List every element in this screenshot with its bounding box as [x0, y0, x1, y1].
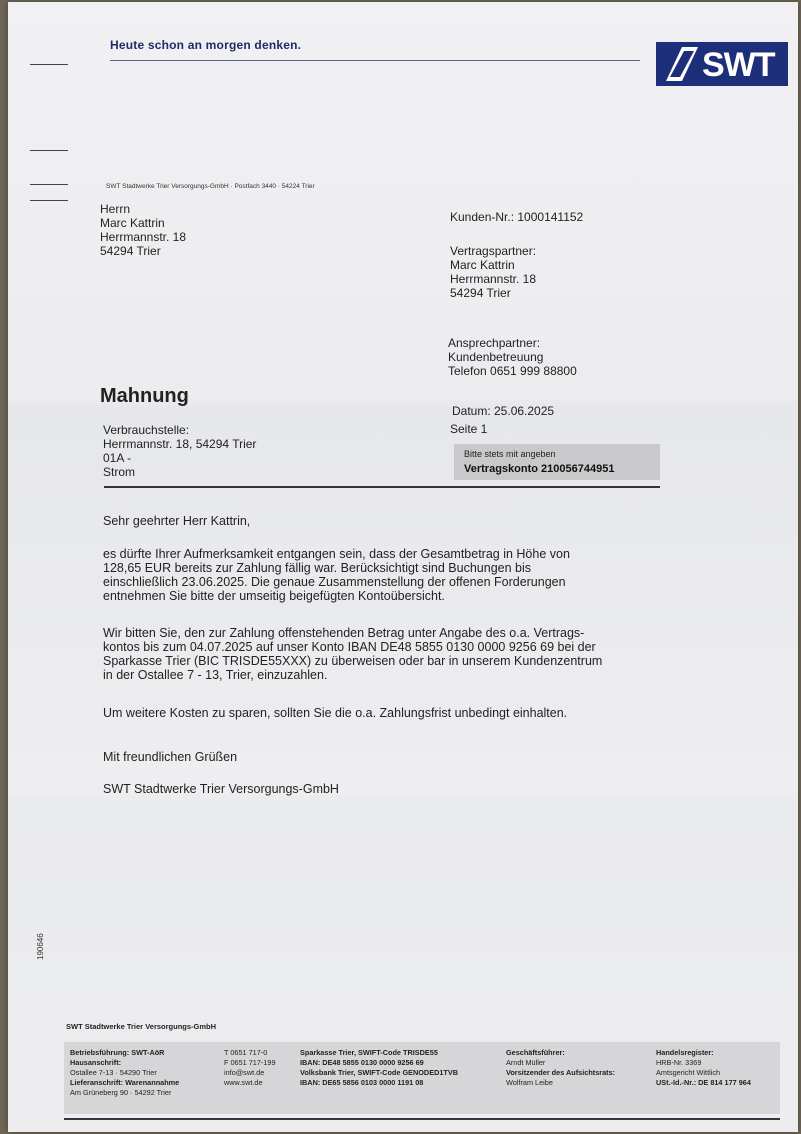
partner-city: 54294 Trier	[450, 286, 511, 300]
contact-block	[448, 336, 577, 378]
footer-col-management	[70, 1048, 179, 1098]
partner-street: Herrmannstr. 18	[450, 272, 537, 286]
side-reference-number: 190646	[36, 933, 45, 960]
footer-col-directors	[506, 1048, 615, 1088]
footer-line: Sparkasse Trier, SWIFT-Code TRISDE55	[300, 1048, 438, 1057]
footer-line: Geschäftsführer:	[506, 1048, 565, 1057]
footer-line: HRB-Nr. 3369	[656, 1058, 702, 1067]
footer-col-contact	[224, 1048, 276, 1088]
recipient-street: Herrmannstr. 18	[100, 230, 187, 244]
footer-line: Volksbank Trier, SWIFT-Code GENODED1TVB	[300, 1068, 458, 1077]
contract-partner	[450, 244, 536, 300]
swt-logo	[656, 42, 788, 86]
paragraph-line: entnehmen Sie bitte der umseitig beigefügten Kontoübersicht.	[103, 589, 445, 603]
recipient-address	[100, 202, 186, 258]
signature: SWT Stadtwerke Trier Versorgungs-GmbH	[103, 782, 339, 796]
customer-number: Kunden-Nr.: 1000141152	[450, 210, 584, 224]
footer-company: SWT Stadtwerke Trier Versorgungs-GmbH	[66, 1022, 217, 1031]
paragraph-line: Sparkasse Trier (BIC TRISDE55XXX) zu überweisen oder bar in unserem Kundenzentrum	[103, 654, 603, 668]
paragraph-line: es dürfte Ihrer Aufmerksamkeit entgangen sein, dass der Gesamtbetrag in Höhe von	[103, 547, 570, 561]
logo-text: SWT	[702, 46, 775, 84]
consumption-address: Herrmannstr. 18, 54294 Trier	[103, 437, 257, 451]
greeting: Sehr geehrter Herr Kattrin,	[103, 514, 251, 528]
footer-line: F 0651 717-199	[224, 1058, 276, 1067]
footer-line: Amtsgericht Wittlich	[656, 1068, 721, 1077]
contact-phone: Telefon 0651 999 88800	[448, 364, 577, 378]
paragraph-line: 128,65 EUR bereits zur Zahlung fällig war. Berücksichtigt sind Buchungen bis	[103, 561, 532, 575]
footer-line: USt.-Id.-Nr.: DE 814 177 964	[656, 1078, 751, 1087]
recipient-salutation: Herrn	[100, 202, 131, 216]
page-number: Seite 1	[450, 422, 488, 436]
footer-line: Lieferanschrift: Warenannahme	[70, 1078, 180, 1087]
footer-divider	[64, 1118, 780, 1120]
footer-line: Handelsregister:	[656, 1048, 714, 1057]
paragraph-2	[103, 626, 673, 682]
footer-col-bank	[300, 1048, 458, 1088]
recipient-name: Marc Kattrin	[100, 216, 165, 230]
consumption-point	[103, 423, 256, 479]
footer-line: Arndt Müller	[506, 1058, 546, 1067]
header-divider	[104, 486, 660, 488]
recipient-city: 54294 Trier	[100, 244, 161, 258]
closing: Mit freundlichen Grüßen	[103, 750, 238, 764]
contact-label: Ansprechpartner:	[448, 336, 541, 350]
footer-col-register	[656, 1048, 751, 1088]
fold-mark	[30, 150, 68, 151]
footer-line: Am Grüneberg 90 · 54292 Trier	[70, 1088, 172, 1097]
consumption-label: Verbrauchstelle:	[103, 423, 190, 437]
contract-account-number: Vertragskonto 210056744951	[464, 463, 615, 475]
paragraph-1	[103, 547, 673, 603]
footer-line: T 0651 717-0	[224, 1048, 268, 1057]
logo-slash-icon	[664, 45, 700, 83]
footer-line: Hausanschrift:	[70, 1058, 122, 1067]
letter-sheet	[8, 2, 798, 1132]
document-title: Mahnung	[100, 385, 189, 407]
paragraph-line: in der Ostallee 7 - 13, Trier, einzuzahlen.	[103, 668, 328, 682]
paragraph-line: kontos bis zum 04.07.2025 auf unser Konto IBAN DE48 5855 0130 0000 9256 69 bei der	[103, 640, 596, 654]
footer-line: Wolfram Leibe	[506, 1078, 553, 1087]
paragraph-line: einschließlich 23.06.2025. Die genaue Zusammenstellung der offenen Forderungen	[103, 575, 566, 589]
partner-label: Vertragspartner:	[450, 244, 537, 258]
footer-line: Betriebsführung: SWT-AöR	[70, 1048, 165, 1057]
fold-mark	[30, 64, 68, 65]
footer-line: Ostallee 7-13 · 54290 Trier	[70, 1068, 157, 1077]
footer-line: IBAN: DE65 5856 0103 0000 1191 08	[300, 1078, 424, 1087]
fold-mark	[30, 200, 68, 201]
footer-line: www.swt.de	[224, 1078, 263, 1087]
slogan: Heute schon an morgen denken.	[110, 38, 302, 52]
sender-line: SWT Stadtwerke Trier Versorgungs-GmbH · Postfach 3440 · 54224 Trier	[106, 183, 315, 190]
paragraph-line: Wir bitten Sie, den zur Zahlung offenstehenden Betrag unter Angabe des o.a. Vertrags-	[103, 626, 585, 640]
document-date: Datum: 25.06.2025	[452, 404, 555, 418]
contract-account-box	[454, 444, 660, 480]
consumption-code: 01A -	[103, 451, 132, 465]
footer-line: IBAN: DE48 5855 0130 0000 9256 69	[300, 1058, 424, 1067]
consumption-type: Strom	[103, 465, 136, 479]
contact-dept: Kundenbetreuung	[448, 350, 544, 364]
footer-line: info@swt.de	[224, 1068, 265, 1077]
fold-mark	[30, 184, 68, 185]
footer-line: Vorsitzender des Aufsichtsrats:	[506, 1068, 616, 1077]
paragraph-3: Um weitere Kosten zu sparen, sollten Sie die o.a. Zahlungsfrist unbedingt einhalten.	[103, 706, 568, 720]
note-label: Bitte stets mit angeben	[464, 449, 556, 459]
footer-band	[64, 1042, 780, 1114]
partner-name: Marc Kattrin	[450, 258, 515, 272]
slogan-underline	[110, 60, 640, 61]
